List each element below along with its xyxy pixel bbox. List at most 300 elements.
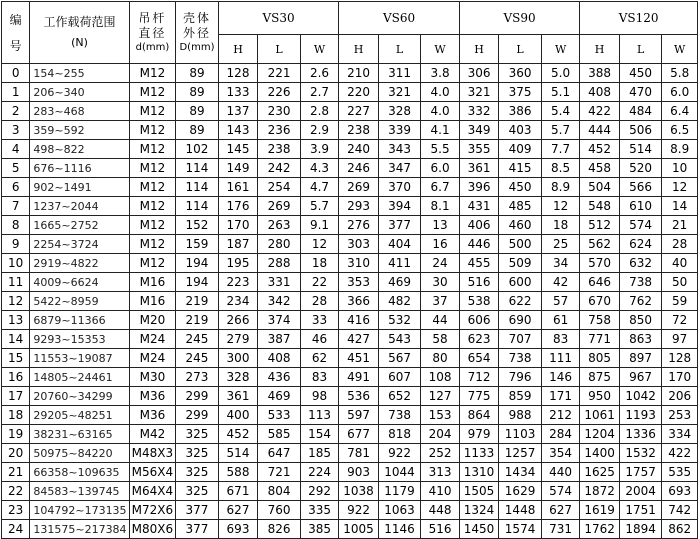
spring-spec-table: [1, 1, 698, 539]
rod-diameter-cell: M48X3: [129, 444, 176, 463]
vs30-l-cell: 342: [258, 292, 301, 311]
rod-diameter-cell: M12: [129, 140, 176, 159]
vs120-l-cell: 1042: [619, 387, 662, 406]
vs120-h-cell: 1625: [580, 463, 620, 482]
body-diameter-cell: 194: [176, 273, 219, 292]
vs30-w-cell: 98: [300, 387, 339, 406]
body-diameter-cell: 194: [176, 254, 219, 273]
vs120-l-cell: 470: [619, 83, 662, 102]
vs90-w-cell: 42: [541, 273, 580, 292]
vs120-h-cell: 1204: [580, 425, 620, 444]
vs90-h-cell: 361: [459, 159, 499, 178]
vs60-l-cell: 311: [378, 64, 421, 83]
vs90-l-cell: 796: [499, 368, 542, 387]
vs60-l-cell: 543: [378, 330, 421, 349]
load-range-cell: 283~468: [30, 102, 129, 121]
rod-diameter-cell: M12: [129, 235, 176, 254]
load-range-cell: 676~1116: [30, 159, 129, 178]
body-diameter-cell: 159: [176, 235, 219, 254]
vs30-l-cell: 254: [258, 178, 301, 197]
vs120-w-cell: 14: [662, 197, 698, 216]
header-sub-l: L: [258, 35, 301, 64]
table-row: [2, 444, 698, 463]
vs60-w-cell: 108: [421, 368, 460, 387]
vs60-h-cell: 240: [339, 140, 379, 159]
vs30-h-cell: 187: [218, 235, 258, 254]
vs90-l-cell: 1629: [499, 482, 542, 501]
vs90-h-cell: 516: [459, 273, 499, 292]
vs60-l-cell: 328: [378, 102, 421, 121]
vs120-l-cell: 897: [619, 349, 662, 368]
load-range-cell: 29205~48251: [30, 406, 129, 425]
vs120-w-cell: 97: [662, 330, 698, 349]
vs90-l-cell: 1103: [499, 425, 542, 444]
vs120-w-cell: 253: [662, 406, 698, 425]
rod-diameter-cell: M20: [129, 311, 176, 330]
vs60-w-cell: 313: [421, 463, 460, 482]
vs60-l-cell: 1044: [378, 463, 421, 482]
vs120-l-cell: 738: [619, 273, 662, 292]
vs30-l-cell: 236: [258, 121, 301, 140]
vs60-l-cell: 347: [378, 159, 421, 178]
vs30-l-cell: 263: [258, 216, 301, 235]
vs120-w-cell: 206: [662, 387, 698, 406]
header-group-vs90: VS90: [459, 2, 580, 35]
vs60-h-cell: 677: [339, 425, 379, 444]
vs60-w-cell: 127: [421, 387, 460, 406]
vs120-l-cell: 1532: [619, 444, 662, 463]
rod-diameter-cell: M30: [129, 368, 176, 387]
vs120-w-cell: 693: [662, 482, 698, 501]
vs90-l-cell: 600: [499, 273, 542, 292]
row-number-cell: 14: [2, 330, 30, 349]
row-number-cell: 3: [2, 121, 30, 140]
vs90-l-cell: 1574: [499, 520, 542, 539]
vs120-h-cell: 444: [580, 121, 620, 140]
vs60-w-cell: 3.8: [421, 64, 460, 83]
vs30-w-cell: 83: [300, 368, 339, 387]
vs30-l-cell: 226: [258, 83, 301, 102]
header-rod-unit: d(mm): [135, 41, 170, 53]
table-row: [2, 273, 698, 292]
vs60-l-cell: 482: [378, 292, 421, 311]
vs30-w-cell: 46: [300, 330, 339, 349]
vs60-w-cell: 516: [421, 520, 460, 539]
vs60-h-cell: 210: [339, 64, 379, 83]
row-number-cell: 7: [2, 197, 30, 216]
header-load-range-title: 工作载荷范围: [43, 15, 116, 29]
vs30-h-cell: 145: [218, 140, 258, 159]
vs90-w-cell: 8.5: [541, 159, 580, 178]
body-diameter-cell: 89: [176, 102, 219, 121]
vs30-w-cell: 154: [300, 425, 339, 444]
vs30-l-cell: 760: [258, 501, 301, 520]
vs90-h-cell: 606: [459, 311, 499, 330]
body-diameter-cell: 114: [176, 178, 219, 197]
vs60-l-cell: 567: [378, 349, 421, 368]
vs60-l-cell: 370: [378, 178, 421, 197]
vs30-w-cell: 3.9: [300, 140, 339, 159]
vs60-l-cell: 1179: [378, 482, 421, 501]
row-number-cell: 2: [2, 102, 30, 121]
vs120-w-cell: 170: [662, 368, 698, 387]
vs60-h-cell: 310: [339, 254, 379, 273]
table-row: [2, 254, 698, 273]
vs60-w-cell: 80: [421, 349, 460, 368]
vs60-h-cell: 1005: [339, 520, 379, 539]
vs60-l-cell: 394: [378, 197, 421, 216]
vs60-h-cell: 903: [339, 463, 379, 482]
header-body-title: 壳体外径: [182, 10, 211, 40]
vs120-l-cell: 2004: [619, 482, 662, 501]
vs30-w-cell: 113: [300, 406, 339, 425]
rod-diameter-cell: M36: [129, 406, 176, 425]
vs90-w-cell: 5.7: [541, 121, 580, 140]
vs120-h-cell: 670: [580, 292, 620, 311]
vs30-h-cell: 400: [218, 406, 258, 425]
vs30-w-cell: 18: [300, 254, 339, 273]
vs30-l-cell: 238: [258, 140, 301, 159]
vs90-w-cell: 111: [541, 349, 580, 368]
vs60-w-cell: 410: [421, 482, 460, 501]
vs120-h-cell: 1619: [580, 501, 620, 520]
vs60-w-cell: 448: [421, 501, 460, 520]
table-row: [2, 330, 698, 349]
vs60-w-cell: 16: [421, 235, 460, 254]
vs120-l-cell: 574: [619, 216, 662, 235]
body-diameter-cell: 299: [176, 406, 219, 425]
table-row: [2, 178, 698, 197]
vs120-w-cell: 72: [662, 311, 698, 330]
vs90-w-cell: 12: [541, 197, 580, 216]
vs120-h-cell: 512: [580, 216, 620, 235]
vs90-w-cell: 5.0: [541, 64, 580, 83]
body-diameter-cell: 325: [176, 482, 219, 501]
vs120-w-cell: 8.9: [662, 140, 698, 159]
load-range-cell: 6879~11366: [30, 311, 129, 330]
vs120-w-cell: 28: [662, 235, 698, 254]
vs30-w-cell: 9.1: [300, 216, 339, 235]
vs120-l-cell: 520: [619, 159, 662, 178]
row-number-cell: 6: [2, 178, 30, 197]
vs120-l-cell: 624: [619, 235, 662, 254]
vs120-w-cell: 422: [662, 444, 698, 463]
body-diameter-cell: 89: [176, 83, 219, 102]
vs90-h-cell: 623: [459, 330, 499, 349]
vs30-w-cell: 62: [300, 349, 339, 368]
rod-diameter-cell: M24: [129, 349, 176, 368]
vs120-h-cell: 758: [580, 311, 620, 330]
header-sub-l: L: [499, 35, 542, 64]
header-sub-w: W: [300, 35, 339, 64]
table-row: [2, 140, 698, 159]
vs30-h-cell: 223: [218, 273, 258, 292]
vs90-h-cell: 455: [459, 254, 499, 273]
body-diameter-cell: 219: [176, 292, 219, 311]
vs60-w-cell: 4.0: [421, 102, 460, 121]
row-number-cell: 20: [2, 444, 30, 463]
vs90-w-cell: 212: [541, 406, 580, 425]
vs60-h-cell: 922: [339, 501, 379, 520]
vs90-h-cell: 712: [459, 368, 499, 387]
vs60-w-cell: 13: [421, 216, 460, 235]
vs120-w-cell: 40: [662, 254, 698, 273]
vs90-l-cell: 690: [499, 311, 542, 330]
vs90-h-cell: 1450: [459, 520, 499, 539]
vs90-w-cell: 18: [541, 216, 580, 235]
row-number-cell: 8: [2, 216, 30, 235]
vs60-h-cell: 597: [339, 406, 379, 425]
vs90-l-cell: 622: [499, 292, 542, 311]
vs120-w-cell: 128: [662, 349, 698, 368]
vs120-h-cell: 458: [580, 159, 620, 178]
vs60-w-cell: 252: [421, 444, 460, 463]
rod-diameter-cell: M64X4: [129, 482, 176, 501]
vs30-l-cell: 469: [258, 387, 301, 406]
table-row: [2, 425, 698, 444]
table-row: [2, 368, 698, 387]
vs30-h-cell: 266: [218, 311, 258, 330]
header-group-vs120: VS120: [580, 2, 698, 35]
vs60-w-cell: 4.1: [421, 121, 460, 140]
vs30-h-cell: 328: [218, 368, 258, 387]
vs120-w-cell: 6.4: [662, 102, 698, 121]
vs60-l-cell: 652: [378, 387, 421, 406]
rod-diameter-cell: M72X6: [129, 501, 176, 520]
vs30-l-cell: 269: [258, 197, 301, 216]
vs60-h-cell: 366: [339, 292, 379, 311]
row-number-cell: 18: [2, 406, 30, 425]
vs120-l-cell: 484: [619, 102, 662, 121]
rod-diameter-cell: M12: [129, 197, 176, 216]
vs60-l-cell: 343: [378, 140, 421, 159]
vs30-h-cell: 300: [218, 349, 258, 368]
body-diameter-cell: 114: [176, 159, 219, 178]
vs60-l-cell: 339: [378, 121, 421, 140]
vs120-l-cell: 863: [619, 330, 662, 349]
table-row: [2, 159, 698, 178]
load-range-cell: 20760~34299: [30, 387, 129, 406]
vs90-l-cell: 1257: [499, 444, 542, 463]
vs90-l-cell: 859: [499, 387, 542, 406]
vs60-h-cell: 353: [339, 273, 379, 292]
header-no: [2, 2, 30, 64]
vs60-l-cell: 922: [378, 444, 421, 463]
header-body-unit: D(mm): [179, 41, 215, 53]
vs90-w-cell: 83: [541, 330, 580, 349]
vs90-h-cell: 332: [459, 102, 499, 121]
vs30-l-cell: 374: [258, 311, 301, 330]
vs30-h-cell: 137: [218, 102, 258, 121]
vs90-l-cell: 500: [499, 235, 542, 254]
vs30-w-cell: 12: [300, 235, 339, 254]
row-number-cell: 24: [2, 520, 30, 539]
vs30-l-cell: 288: [258, 254, 301, 273]
load-range-cell: 206~340: [30, 83, 129, 102]
vs120-w-cell: 21: [662, 216, 698, 235]
vs30-h-cell: 170: [218, 216, 258, 235]
vs30-l-cell: 647: [258, 444, 301, 463]
body-diameter-cell: 299: [176, 387, 219, 406]
vs30-l-cell: 408: [258, 349, 301, 368]
load-range-cell: 84583~139745: [30, 482, 129, 501]
vs30-w-cell: 2.9: [300, 121, 339, 140]
vs60-h-cell: 227: [339, 102, 379, 121]
vs90-l-cell: 738: [499, 349, 542, 368]
vs30-l-cell: 436: [258, 368, 301, 387]
load-range-cell: 1237~2044: [30, 197, 129, 216]
header-group-vs30: VS30: [218, 2, 339, 35]
load-range-cell: 104792~173135: [30, 501, 129, 520]
vs120-w-cell: 334: [662, 425, 698, 444]
row-number-cell: 1: [2, 83, 30, 102]
load-range-cell: 9293~15353: [30, 330, 129, 349]
vs90-l-cell: 415: [499, 159, 542, 178]
vs90-w-cell: 440: [541, 463, 580, 482]
vs60-h-cell: 416: [339, 311, 379, 330]
header-sub-h: H: [459, 35, 499, 64]
vs30-l-cell: 533: [258, 406, 301, 425]
vs120-h-cell: 562: [580, 235, 620, 254]
vs90-h-cell: 864: [459, 406, 499, 425]
body-diameter-cell: 245: [176, 330, 219, 349]
table-row: [2, 216, 698, 235]
vs120-w-cell: 59: [662, 292, 698, 311]
vs30-l-cell: 387: [258, 330, 301, 349]
vs30-h-cell: 452: [218, 425, 258, 444]
vs30-l-cell: 280: [258, 235, 301, 254]
vs90-h-cell: 306: [459, 64, 499, 83]
vs60-l-cell: 1063: [378, 501, 421, 520]
vs60-h-cell: 536: [339, 387, 379, 406]
vs120-l-cell: 1757: [619, 463, 662, 482]
rod-diameter-cell: M42: [129, 425, 176, 444]
vs90-w-cell: 5.4: [541, 102, 580, 121]
vs30-h-cell: 627: [218, 501, 258, 520]
vs90-h-cell: 406: [459, 216, 499, 235]
vs30-w-cell: 2.8: [300, 102, 339, 121]
vs90-l-cell: 1448: [499, 501, 542, 520]
row-number-cell: 10: [2, 254, 30, 273]
vs90-w-cell: 146: [541, 368, 580, 387]
vs120-h-cell: 408: [580, 83, 620, 102]
vs60-l-cell: 532: [378, 311, 421, 330]
row-number-cell: 5: [2, 159, 30, 178]
vs120-h-cell: 771: [580, 330, 620, 349]
vs120-h-cell: 805: [580, 349, 620, 368]
vs30-h-cell: 514: [218, 444, 258, 463]
header-no-label: 编号: [9, 12, 22, 53]
vs120-l-cell: 967: [619, 368, 662, 387]
vs60-l-cell: 607: [378, 368, 421, 387]
header-sub-l: L: [378, 35, 421, 64]
vs120-w-cell: 6.0: [662, 83, 698, 102]
vs90-h-cell: 1505: [459, 482, 499, 501]
vs30-w-cell: 4.3: [300, 159, 339, 178]
vs120-l-cell: 1894: [619, 520, 662, 539]
rod-diameter-cell: M36: [129, 387, 176, 406]
header-sub-w: W: [541, 35, 580, 64]
vs60-w-cell: 153: [421, 406, 460, 425]
vs30-w-cell: 185: [300, 444, 339, 463]
vs30-h-cell: 143: [218, 121, 258, 140]
load-range-cell: 359~592: [30, 121, 129, 140]
load-range-cell: 14805~24461: [30, 368, 129, 387]
vs60-l-cell: 321: [378, 83, 421, 102]
vs90-w-cell: 284: [541, 425, 580, 444]
load-range-cell: 902~1491: [30, 178, 129, 197]
header-sub-h: H: [218, 35, 258, 64]
load-range-cell: 2919~4822: [30, 254, 129, 273]
rod-diameter-cell: M12: [129, 216, 176, 235]
vs90-l-cell: 375: [499, 83, 542, 102]
rod-diameter-cell: M56X4: [129, 463, 176, 482]
vs30-l-cell: 242: [258, 159, 301, 178]
vs90-l-cell: 386: [499, 102, 542, 121]
vs120-l-cell: 514: [619, 140, 662, 159]
body-diameter-cell: 245: [176, 349, 219, 368]
vs30-l-cell: 331: [258, 273, 301, 292]
vs60-h-cell: 451: [339, 349, 379, 368]
table-row: [2, 83, 698, 102]
table-row: [2, 406, 698, 425]
vs90-w-cell: 34: [541, 254, 580, 273]
row-number-cell: 9: [2, 235, 30, 254]
body-diameter-cell: 114: [176, 197, 219, 216]
vs120-l-cell: 1751: [619, 501, 662, 520]
body-diameter-cell: 377: [176, 520, 219, 539]
vs90-h-cell: 1324: [459, 501, 499, 520]
header-sub-l: L: [619, 35, 662, 64]
vs90-l-cell: 403: [499, 121, 542, 140]
vs120-h-cell: 452: [580, 140, 620, 159]
load-range-cell: 11553~19087: [30, 349, 129, 368]
vs90-w-cell: 5.1: [541, 83, 580, 102]
vs30-h-cell: 128: [218, 64, 258, 83]
vs90-l-cell: 450: [499, 178, 542, 197]
header-row-top: [2, 2, 698, 35]
vs120-w-cell: 6.5: [662, 121, 698, 140]
table-row: [2, 387, 698, 406]
vs90-w-cell: 25: [541, 235, 580, 254]
rod-diameter-cell: M16: [129, 292, 176, 311]
vs60-l-cell: 404: [378, 235, 421, 254]
load-range-cell: 498~822: [30, 140, 129, 159]
vs120-w-cell: 10: [662, 159, 698, 178]
body-diameter-cell: 325: [176, 444, 219, 463]
vs60-w-cell: 24: [421, 254, 460, 273]
header-sub-h: H: [580, 35, 620, 64]
vs30-w-cell: 224: [300, 463, 339, 482]
table-row: [2, 501, 698, 520]
table-row: [2, 64, 698, 83]
vs30-l-cell: 721: [258, 463, 301, 482]
vs60-w-cell: 37: [421, 292, 460, 311]
table-body: [2, 64, 698, 539]
row-number-cell: 19: [2, 425, 30, 444]
vs120-h-cell: 875: [580, 368, 620, 387]
vs60-w-cell: 6.7: [421, 178, 460, 197]
header-sub-w: W: [662, 35, 698, 64]
vs90-l-cell: 707: [499, 330, 542, 349]
header-rod-title: 吊杆直径: [138, 10, 167, 40]
vs90-w-cell: 731: [541, 520, 580, 539]
vs30-h-cell: 671: [218, 482, 258, 501]
vs60-h-cell: 491: [339, 368, 379, 387]
vs120-h-cell: 1872: [580, 482, 620, 501]
body-diameter-cell: 273: [176, 368, 219, 387]
vs30-w-cell: 292: [300, 482, 339, 501]
